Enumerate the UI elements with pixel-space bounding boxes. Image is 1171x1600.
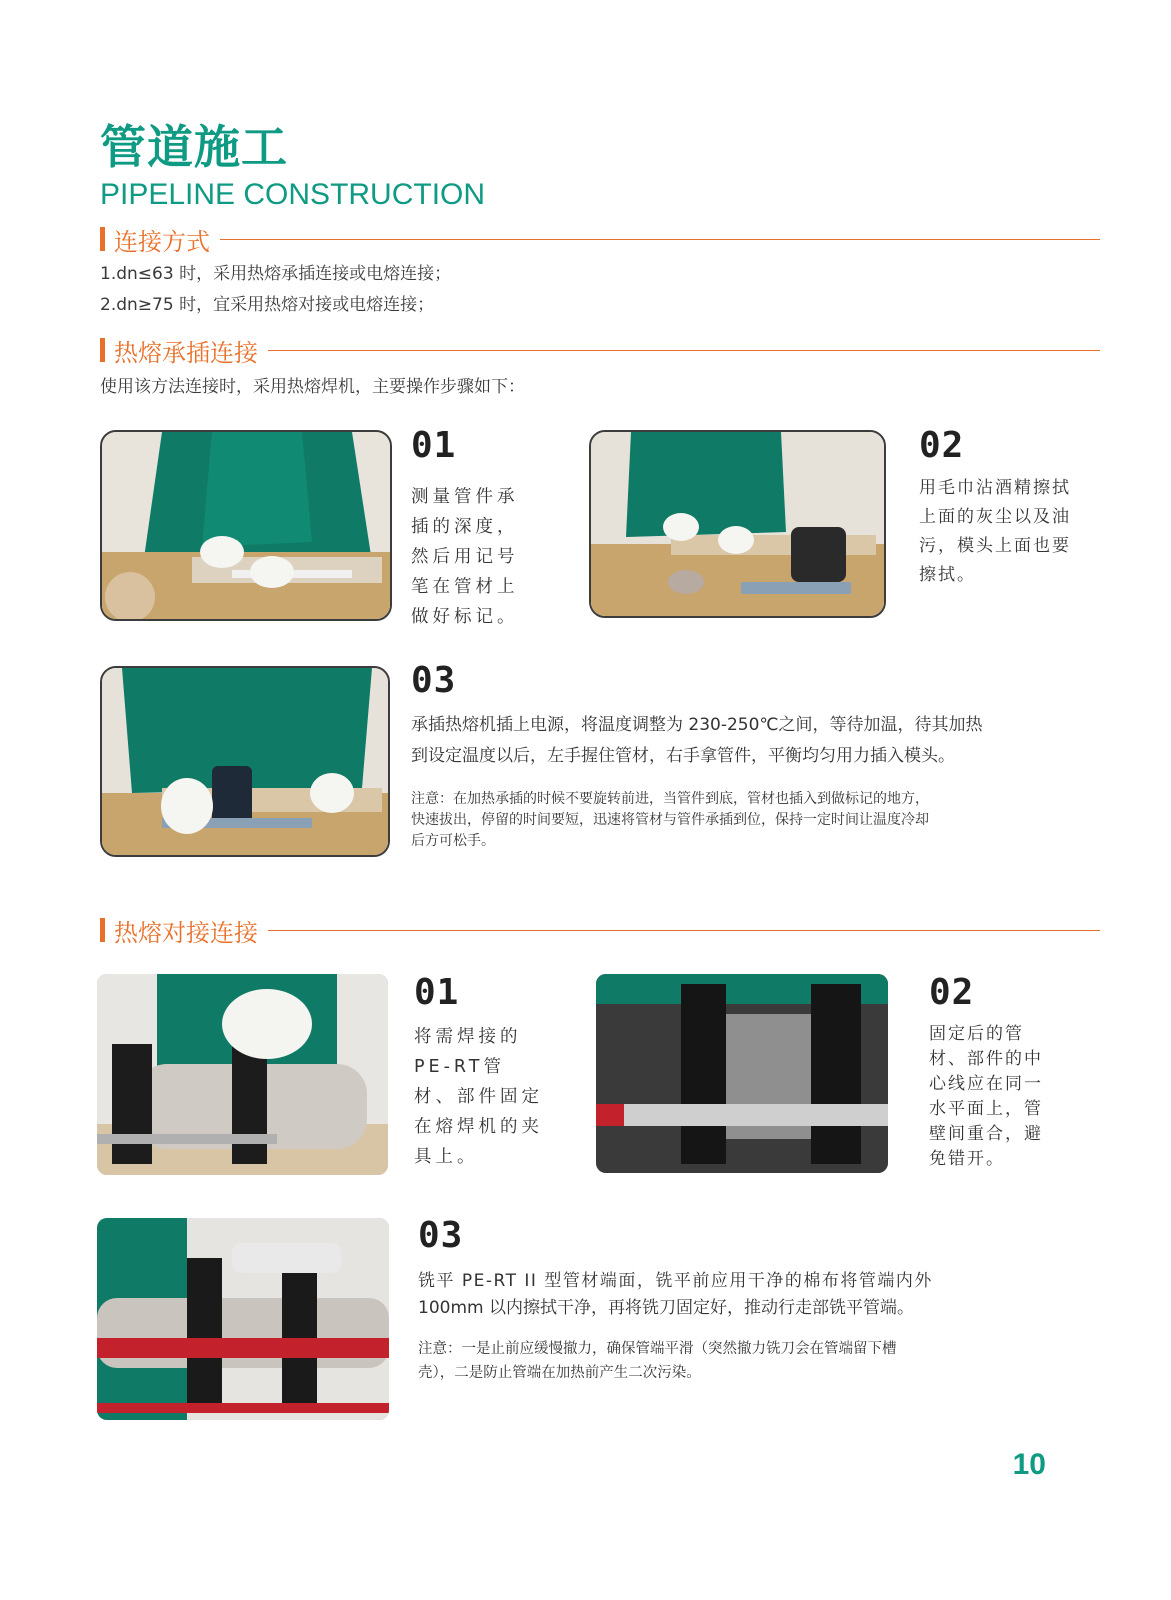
step-note-line: 快速拔出，停留的时间要短，迅速将管材与管件承插到位，保持一定时间让温度冷却 [411,812,929,828]
section-title: 连接方式 [114,227,210,256]
photo-clean-pipe [589,430,886,618]
step-number: 03 [418,1215,464,1256]
step-description: 测量管件承插的深度，然后用记号笔在管材上做好标记。 [411,487,519,627]
step-number: 03 [411,660,457,701]
step-number: 02 [919,425,965,466]
divider [220,239,1100,240]
step-description-line: 铣平 PE-RT II 型管材端面，铣平前应用干净的棉布将管端内外 [418,1271,933,1291]
photo-measure-pipe [100,430,392,621]
photo-mill-pipe [97,1218,389,1420]
connection-rule-2: 2.dn≥75 时，宜采用热熔对接或电熔连接； [100,295,435,315]
divider [268,930,1100,931]
socket-intro: 使用该方法连接时，采用热熔焊机，主要操作步骤如下： [100,377,525,397]
step-description-line: 100mm 以内擦拭干净，再将铣刀固定好，推动行走部铣平管端。 [418,1298,914,1318]
step-number: 01 [411,425,457,466]
divider [268,350,1100,351]
section-title: 热熔承插连接 [114,338,258,367]
step-description: 将需焊接的PE-RT管材、部件固定在熔焊机的夹具上。 [414,1027,543,1167]
section-heading-socket [100,333,1100,367]
step-note-line: 壳），二是防止管端在加热前产生二次污染。 [418,1365,701,1381]
step-description-line: 到设定温度以后，左手握住管材，右手拿管件，平衡均匀用力插入模头。 [411,746,955,766]
page-title: 管道施工 [100,120,288,174]
heading-marker [100,227,105,251]
step-note-line: 注意：在加热承插的时候不要旋转前进，当管件到底，管材也插入到做标记的地方， [411,791,929,807]
page-number: 10 [1012,1448,1046,1481]
step-description-line: 承插热熔机插上电源，将温度调整为 230-250℃之间，等待加温，待其加热 [411,715,983,735]
photo-clamp-pipe [97,974,388,1175]
photo-insert-pipe [100,666,390,857]
page-subtitle: PIPELINE CONSTRUCTION [100,178,486,211]
step-number: 01 [414,972,460,1013]
step-description: 用毛巾沾酒精擦拭上面的灰尘以及油污，模头上面也要擦拭。 [919,478,1071,585]
section-heading-butt [100,913,1100,947]
photo-align-pipe [596,974,888,1173]
step-note-line: 后方可松手。 [411,833,495,849]
section-title: 热熔对接连接 [114,918,258,947]
step-description: 固定后的管材、部件的中心线应在同一水平面上，管壁间重合，避免错开。 [929,1024,1043,1169]
heading-marker [100,338,105,362]
step-number: 02 [929,972,975,1013]
heading-marker [100,918,105,942]
section-heading-connection [100,222,1100,256]
connection-rule-1: 1.dn≤63 时，采用热熔承插连接或电熔连接； [100,264,452,284]
step-note-line: 注意：一是止前应缓慢撤力，确保管端平滑（突然撤力铣刀会在管端留下槽 [418,1341,897,1357]
